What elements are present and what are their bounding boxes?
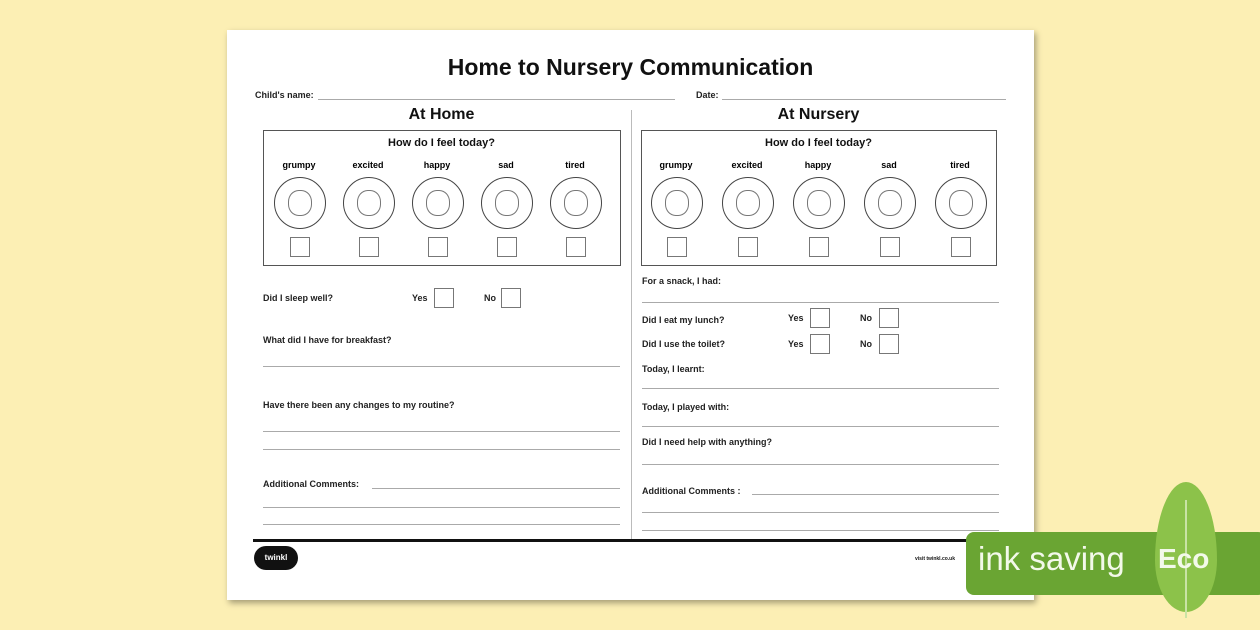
emotion-label-happy: happy <box>804 160 832 170</box>
childs-name-label: Child's name: <box>255 90 314 100</box>
emotion-label-excited: excited <box>352 160 384 170</box>
lunch-yes-checkbox[interactable] <box>810 308 830 328</box>
emotion-label-sad: sad <box>881 160 897 170</box>
grumpy-face-icon <box>651 177 703 229</box>
date-line <box>722 99 1006 100</box>
routine-line-1[interactable] <box>263 431 620 432</box>
ink-saving-text: ink saving <box>978 540 1125 577</box>
nursery-comments-line-3[interactable] <box>642 530 999 531</box>
snack-line[interactable] <box>642 302 999 303</box>
sad-face-icon <box>481 177 533 229</box>
happy-face-icon <box>793 177 845 229</box>
home-sad-checkbox[interactable] <box>497 237 517 257</box>
home-comments-line-2[interactable] <box>263 507 620 508</box>
nursery-comments-line-2[interactable] <box>642 512 999 513</box>
sleep-no-label: No <box>484 293 496 303</box>
childs-name-line <box>318 99 675 100</box>
nursery-grumpy-checkbox[interactable] <box>667 237 687 257</box>
home-excited-checkbox[interactable] <box>359 237 379 257</box>
breakfast-question: What did I have for breakfast? <box>263 335 392 345</box>
emotion-label-happy: happy <box>423 160 451 170</box>
emotion-label-tired: tired <box>565 160 585 170</box>
help-line[interactable] <box>642 464 999 465</box>
home-feel-question: How do I feel today? <box>388 137 495 149</box>
nursery-comments-line-1[interactable] <box>752 494 999 495</box>
eco-text: Eco <box>1158 543 1210 574</box>
lunch-question: Did I eat my lunch? <box>642 315 725 325</box>
nursery-sad-checkbox[interactable] <box>880 237 900 257</box>
emotion-label-grumpy: grumpy <box>659 160 693 170</box>
nursery-happy-checkbox[interactable] <box>809 237 829 257</box>
routine-line-2[interactable] <box>263 449 620 450</box>
lunch-yes-label: Yes <box>788 313 804 323</box>
sleep-yes-checkbox[interactable] <box>434 288 454 308</box>
nursery-tired-checkbox[interactable] <box>951 237 971 257</box>
excited-face-icon <box>722 177 774 229</box>
home-comments-label: Additional Comments: <box>263 479 359 489</box>
emotion-label-excited: excited <box>731 160 763 170</box>
lunch-no-checkbox[interactable] <box>879 308 899 328</box>
emotion-label-sad: sad <box>498 160 514 170</box>
grumpy-face-icon <box>274 177 326 229</box>
column-divider <box>631 110 632 540</box>
routine-question: Have there been any changes to my routine? <box>263 400 455 410</box>
learnt-label: Today, I learnt: <box>642 364 705 374</box>
lunch-no-label: No <box>860 313 872 323</box>
snack-label: For a snack, I had: <box>642 276 722 286</box>
toilet-yes-label: Yes <box>788 339 804 349</box>
home-happy-checkbox[interactable] <box>428 237 448 257</box>
footer-rule <box>253 539 1008 542</box>
sleep-no-checkbox[interactable] <box>501 288 521 308</box>
emotion-label-grumpy: grumpy <box>282 160 316 170</box>
learnt-line[interactable] <box>642 388 999 389</box>
nursery-comments-label: Additional Comments : <box>642 486 741 496</box>
at-home-heading: At Home <box>408 106 475 123</box>
excited-face-icon <box>343 177 395 229</box>
twinkl-logo: twinkl <box>254 546 298 570</box>
home-comments-line-3[interactable] <box>263 524 620 525</box>
home-tired-checkbox[interactable] <box>566 237 586 257</box>
at-nursery-heading: At Nursery <box>777 106 860 123</box>
home-grumpy-checkbox[interactable] <box>290 237 310 257</box>
played-line[interactable] <box>642 426 999 427</box>
sleep-yes-label: Yes <box>412 293 428 303</box>
breakfast-line[interactable] <box>263 366 620 367</box>
sad-face-icon <box>864 177 916 229</box>
tired-face-icon <box>935 177 987 229</box>
home-comments-line-1[interactable] <box>372 488 620 489</box>
played-label: Today, I played with: <box>642 402 730 412</box>
toilet-yes-checkbox[interactable] <box>810 334 830 354</box>
help-question: Did I need help with anything? <box>642 437 772 447</box>
nursery-excited-checkbox[interactable] <box>738 237 758 257</box>
happy-face-icon <box>412 177 464 229</box>
date-label: Date: <box>696 90 719 100</box>
footer-url: visit twinkl.co.uk <box>915 556 956 562</box>
page-title: Home to Nursery Communication <box>447 54 814 80</box>
sleep-question: Did I sleep well? <box>263 293 334 303</box>
toilet-question: Did I use the toilet? <box>642 339 726 349</box>
toilet-no-checkbox[interactable] <box>879 334 899 354</box>
emotion-label-tired: tired <box>950 160 970 170</box>
toilet-no-label: No <box>860 339 872 349</box>
tired-face-icon <box>550 177 602 229</box>
nursery-feel-question: How do I feel today? <box>765 137 872 149</box>
